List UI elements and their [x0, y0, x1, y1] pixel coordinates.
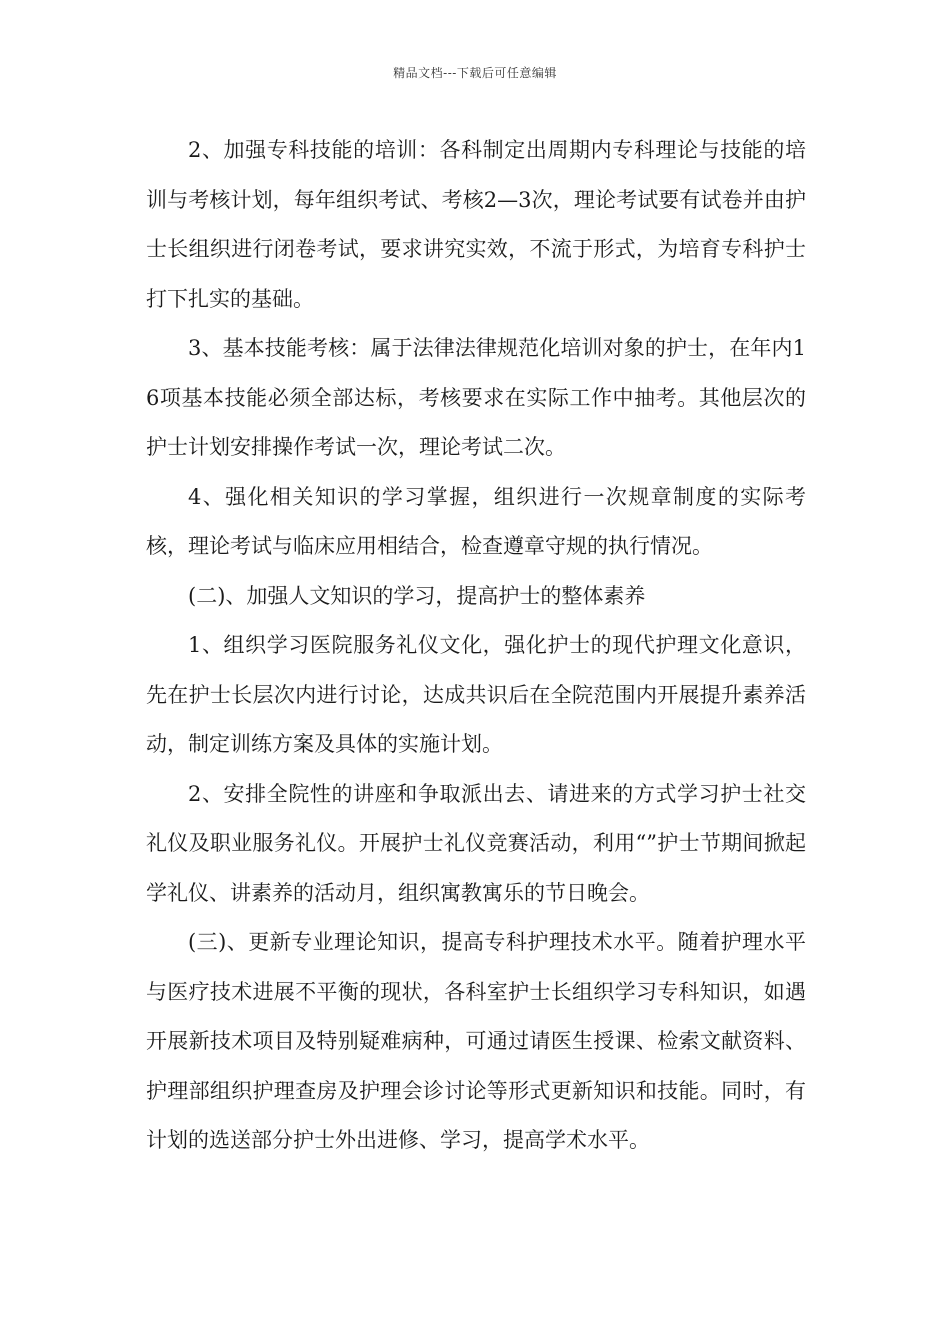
document-body	[146, 126, 806, 1166]
paragraph-related-knowledge: 4、强化相关知识的学习掌握，组织进行一次规章制度的实际考核，理论考试与临床应用相结合，检查遵章守规的执行情况。	[146, 484, 806, 558]
page-header: 精品文档---下载后可任意编辑	[393, 66, 557, 80]
paragraph-etiquette-culture: 1、组织学习医院服务礼仪文化，强化护士的现代护理文化意识，先在护士长层次内进行讨论，达成共识后在全院范围内开展提升素养活动，制定训练方案及具体的实施计划。	[146, 633, 806, 756]
paragraph-basic-skills-assessment: 3、基本技能考核：属于法律法律规范化培训对象的护士，在年内16项基本技能必须全部达标，考核要求在实际工作中抽考。其他层次的护士计划安排操作考试一次，理论考试二次。	[146, 336, 806, 459]
paragraph-specialty-training: 2、加强专科技能的培训：各科制定出周期内专科理论与技能的培训与考核计划，每年组织考试、考核2—3次，理论考试要有试卷并由护士长组织进行闭卷考试，要求讲究实效，不流于形式，为培育专科护士打下扎实的基础。	[146, 138, 806, 311]
paragraph-update-professional-knowledge: (三)、更新专业理论知识，提高专科护理技术水平。随着护理水平与医疗技术进展不平衡的现状，各科室护士长组织学习专科知识，如遇开展新技术项目及特别疑难病种，可通过请医生授课、检索文献资料、护理部组织护理查房及护理会诊讨论等形式更新知识和技能。同时，有计划的选送部分护士外出进修、学习，提高学术水平。	[146, 930, 806, 1152]
section-heading-humanities: (二)、加强人文知识的学习，提高护士的整体素养	[188, 583, 646, 608]
paragraph-lectures-etiquette: 2、安排全院性的讲座和争取派出去、请进来的方式学习护士社交礼仪及职业服务礼仪。开展护士礼仪竞赛活动，利用“”护士节期间掀起学礼仪、讲素养的活动月，组织寓教寓乐的节日晚会。	[146, 781, 806, 905]
